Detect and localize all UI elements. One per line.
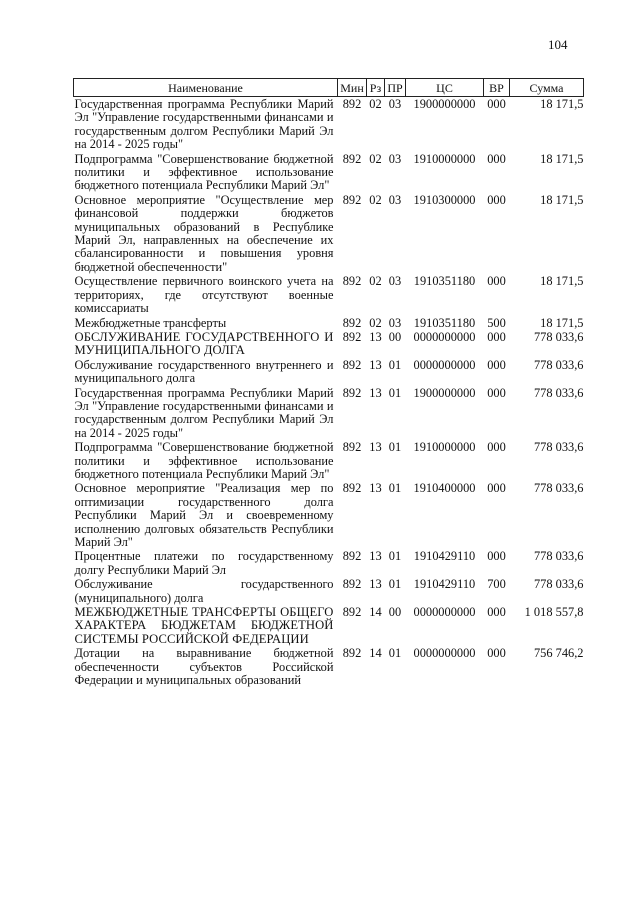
cell-rz: 02 — [369, 315, 382, 330]
cell-vr: 700 — [487, 577, 506, 592]
header-name: Наименование — [74, 79, 338, 97]
cell-pr: 01 — [388, 357, 402, 372]
cell-name: Обслуживание государственного внутреннего и муниципального долга — [74, 357, 334, 386]
cell-rz: 13 — [369, 577, 382, 592]
cell-vr: 000 — [487, 151, 506, 166]
table-row — [74, 97, 584, 152]
cell-rz: 02 — [369, 151, 382, 166]
cell-pr: 01 — [388, 549, 402, 564]
cell-rz: 02 — [369, 192, 382, 207]
cell-name: Обслуживание государственного (муниципального) долга — [74, 577, 334, 605]
table-row — [74, 386, 584, 441]
cell-min: 892 — [342, 440, 362, 455]
cell-vr: 000 — [487, 549, 506, 564]
table-row — [74, 605, 584, 646]
table-row — [74, 646, 584, 687]
cell-min: 892 — [342, 192, 362, 207]
cell-sum: 18 171,5 — [540, 97, 584, 111]
table-row — [74, 316, 584, 330]
header-cs: ЦС — [406, 79, 484, 97]
header-sum: Сумма — [510, 79, 584, 97]
cell-min: 892 — [342, 481, 362, 496]
cell-cs: 1910429110 — [413, 577, 476, 592]
cell-rz: 14 — [369, 646, 382, 661]
cell-cs: 1900000000 — [413, 97, 476, 111]
cell-vr: 000 — [487, 357, 506, 372]
cell-sum: 778 033,6 — [533, 385, 584, 400]
table-row — [74, 440, 584, 481]
cell-sum: 778 033,6 — [533, 329, 584, 344]
cell-cs: 1910400000 — [413, 481, 476, 496]
cell-name: ОБСЛУЖИВАНИЕ ГОСУДАРСТВЕННОГО И МУНИЦИПАЛЬНОГО ДОЛГА — [74, 329, 334, 358]
table-row — [74, 330, 584, 358]
table-row — [74, 274, 584, 315]
cell-vr: 000 — [487, 97, 506, 111]
header-row — [74, 79, 584, 97]
cell-name: Осуществление первичного воинского учета на территориях, где отсутствуют военные комиссариаты — [74, 274, 334, 316]
cell-cs: 1910351180 — [413, 274, 476, 289]
cell-cs: 1910300000 — [413, 192, 476, 207]
cell-vr: 000 — [487, 192, 506, 207]
cell-vr: 000 — [487, 385, 506, 400]
cell-min: 892 — [342, 646, 362, 661]
cell-min: 892 — [342, 357, 362, 372]
cell-pr: 00 — [388, 605, 402, 620]
cell-rz: 13 — [369, 440, 382, 455]
cell-cs: 0000000000 — [413, 357, 476, 372]
cell-cs: 0000000000 — [413, 605, 476, 620]
cell-cs: 0000000000 — [413, 329, 476, 344]
header-pr: ПР — [385, 79, 406, 97]
cell-min: 892 — [342, 385, 362, 400]
cell-sum: 778 033,6 — [533, 549, 584, 564]
cell-name: Подпрограмма "Совершенствование бюджетной политики и эффективное использование бюджетного потенциала Республики Марий Эл" — [74, 151, 334, 193]
table-row — [74, 481, 584, 549]
cell-name: Государственная программа Республики Марий Эл "Управление государственными финансами и государственным долгом Республики Марий Эл на 2014 - 2025 годы" — [74, 385, 334, 440]
cell-rz: 13 — [369, 357, 382, 372]
cell-vr: 000 — [487, 605, 506, 620]
cell-pr: 01 — [388, 481, 402, 496]
header-min: Мин — [338, 79, 367, 97]
cell-pr: 03 — [388, 192, 402, 207]
cell-pr: 01 — [388, 440, 402, 455]
cell-rz: 13 — [369, 549, 382, 564]
table-body — [74, 97, 584, 688]
cell-sum: 778 033,6 — [533, 577, 584, 592]
cell-rz: 02 — [369, 97, 382, 111]
cell-sum: 778 033,6 — [533, 357, 584, 372]
cell-cs: 1910429110 — [413, 549, 476, 564]
cell-vr: 500 — [487, 315, 506, 330]
cell-name: Основное мероприятие "Осуществление мер финансовой поддержки бюджетов муниципальных образований в Республике Марий Эл, направленных на обеспечение их сбалансированности и повышения уровня бюджетной обеспеченности" — [74, 192, 334, 274]
cell-cs: 0000000000 — [413, 646, 476, 661]
cell-cs: 1910000000 — [413, 440, 476, 455]
cell-pr: 03 — [388, 315, 402, 330]
budget-table — [73, 78, 584, 687]
page-number: 104 — [548, 37, 568, 52]
header-rz: Рз — [367, 79, 385, 97]
cell-name: Процентные платежи по государственному долгу Республики Марий Эл — [74, 549, 334, 577]
cell-name: Межбюджетные трансферты — [74, 315, 227, 330]
cell-rz: 13 — [369, 481, 382, 496]
table-row — [74, 549, 584, 577]
header-vr: ВР — [484, 79, 510, 97]
cell-rz: 13 — [369, 385, 382, 400]
cell-pr: 01 — [388, 385, 402, 400]
cell-name: Дотации на выравнивание бюджетной обеспеченности субъектов Российской Федерации и муниципальных образований — [74, 646, 334, 688]
cell-pr: 03 — [388, 274, 402, 289]
cell-min: 892 — [342, 549, 362, 564]
cell-min: 892 — [342, 274, 362, 289]
cell-sum: 18 171,5 — [540, 151, 584, 166]
cell-cs: 1910351180 — [413, 315, 476, 330]
cell-min: 892 — [342, 315, 362, 330]
cell-pr: 01 — [388, 577, 402, 592]
cell-min: 892 — [342, 605, 362, 620]
cell-pr: 01 — [388, 646, 402, 661]
cell-min: 892 — [342, 329, 362, 344]
cell-sum: 756 746,2 — [533, 646, 584, 661]
cell-pr: 03 — [388, 97, 402, 111]
cell-name: Основное мероприятие "Реализация мер по оптимизации государственного долга Республики Марий Эл и своевременному исполнению долговых обязательств Республики Марий Эл" — [74, 481, 334, 549]
cell-min: 892 — [342, 97, 362, 111]
table-row — [74, 577, 584, 605]
cell-sum: 1 018 557,8 — [524, 605, 584, 620]
cell-pr: 03 — [388, 151, 402, 166]
cell-vr: 000 — [487, 440, 506, 455]
cell-cs: 1900000000 — [413, 385, 476, 400]
cell-cs: 1910000000 — [413, 151, 476, 166]
table-header — [74, 79, 584, 97]
cell-rz: 14 — [369, 605, 382, 620]
cell-sum: 18 171,5 — [540, 315, 584, 330]
cell-name: Государственная программа Республики Марий Эл "Управление государственными финансами и государственным долгом Республики Марий Эл на 2014 - 2025 годы" — [74, 97, 334, 152]
table-row — [74, 358, 584, 386]
cell-sum: 778 033,6 — [533, 440, 584, 455]
cell-name: МЕЖБЮДЖЕТНЫЕ ТРАНСФЕРТЫ ОБЩЕГО ХАРАКТЕРА БЮДЖЕТАМ БЮДЖЕТНОЙ СИСТЕМЫ РОССИЙСКОЙ ФЕДЕРАЦИИ — [74, 605, 334, 646]
cell-rz: 13 — [369, 329, 382, 344]
cell-min: 892 — [342, 151, 362, 166]
table-row — [74, 193, 584, 274]
cell-sum: 18 171,5 — [540, 192, 584, 207]
cell-vr: 000 — [487, 646, 506, 661]
cell-vr: 000 — [487, 481, 506, 496]
cell-pr: 00 — [388, 329, 402, 344]
cell-name: Подпрограмма "Совершенствование бюджетной политики и эффективное использование бюджетного потенциала Республики Марий Эл" — [74, 440, 334, 481]
cell-rz: 02 — [369, 274, 382, 289]
cell-sum: 18 171,5 — [540, 274, 584, 289]
cell-vr: 000 — [487, 329, 506, 344]
cell-min: 892 — [342, 577, 362, 592]
cell-vr: 000 — [487, 274, 506, 289]
table-row — [74, 152, 584, 193]
cell-sum: 778 033,6 — [533, 481, 584, 496]
